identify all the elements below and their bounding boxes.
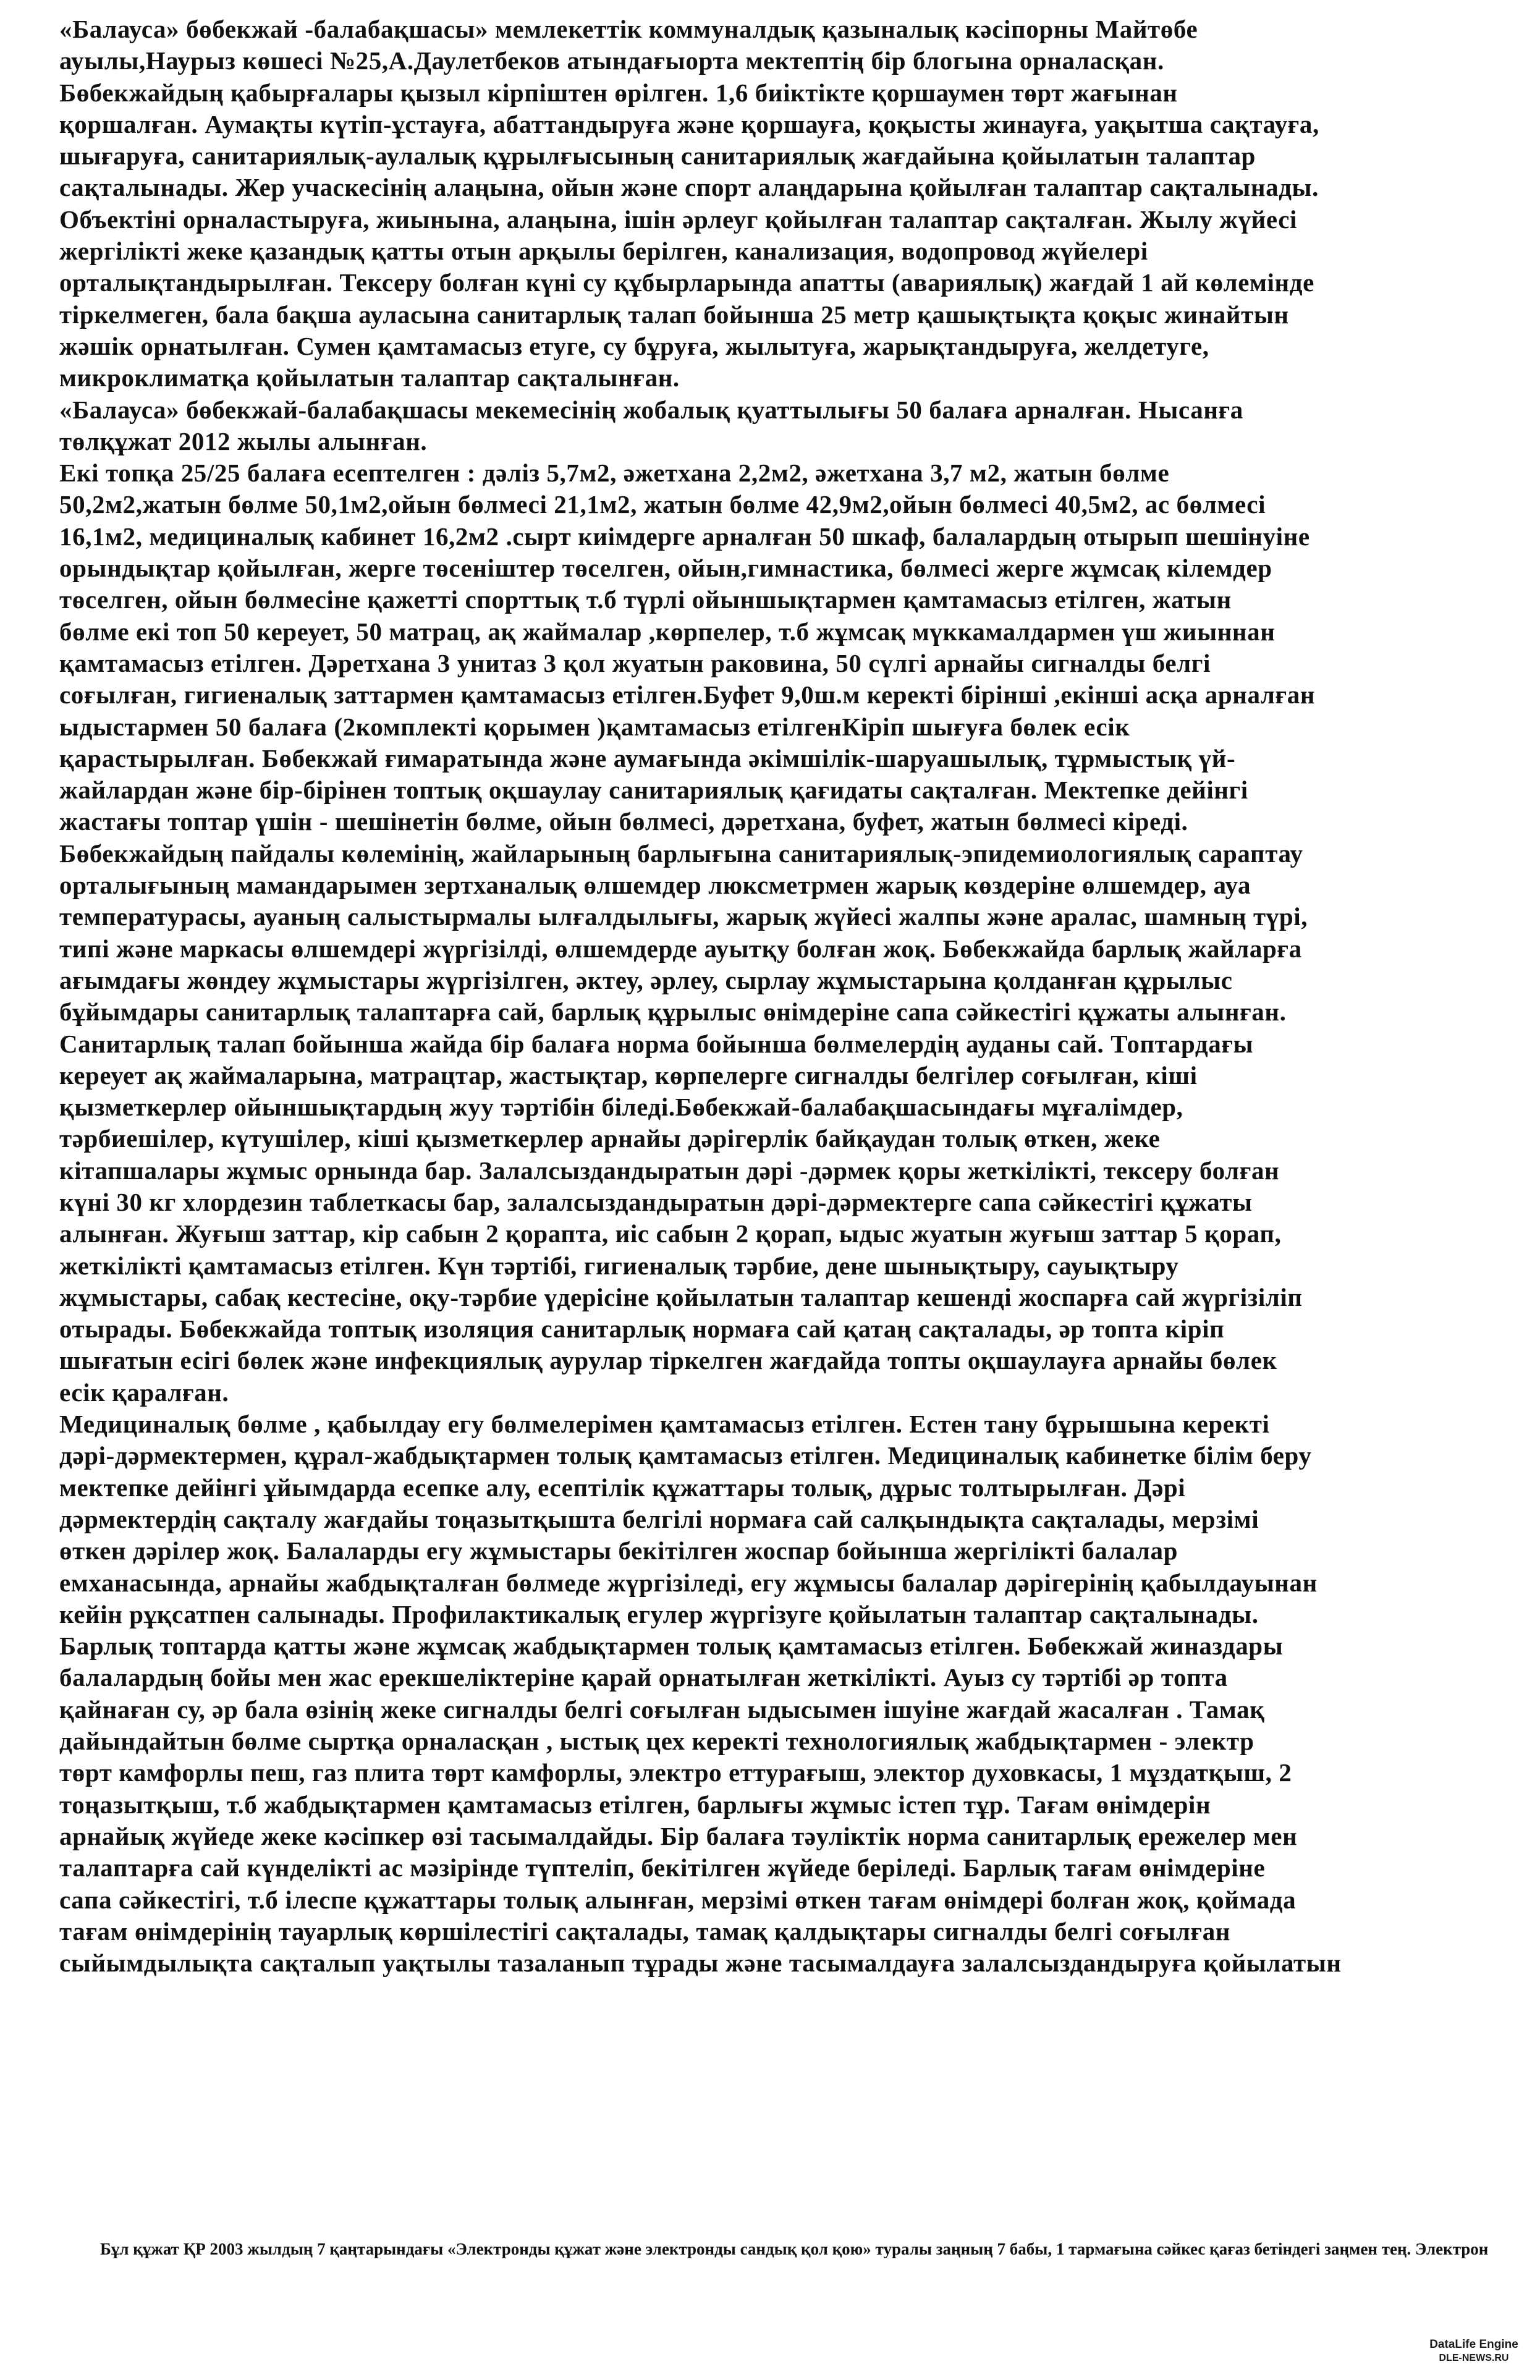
text-line: сыйымдылықта сақталып уақтылы тазаланып тұрады және тасымалдауға залалсыздандыруға қойылатын [59,1949,1342,1978]
text-line: орталықтандырылған. Тексеру болған күні су құбырларында апатты (авариялық) жағдай 1 ай көлемінде [59,268,1314,297]
text-line: кереует ақ жаймаларына, матрацтар, жастықтар, көрпелерге сигналды белгілер соғылған, кіші [59,1061,1198,1090]
text-line: жұмыстары, сабақ кестесіне, оқу-тәрбие үдерісіне қойылатын талаптар кешенді жоспарға сай жүргізіліп [59,1282,1303,1311]
text-line: шығатын есігі бөлек және инфекциялық аурулар тіркелген жағдайда топты оқшаулауға арнайы бөлек [59,1346,1277,1375]
text-line: жастағы топтар үшін - шешінетін бөлме, ойын бөлмесі, дәретхана, буфет, жатын бөлмесі кіреді. [59,807,1188,836]
text-line: жеткілікті қамтамасыз етілген. Күн тәртібі, гигиеналық тәрбие, дене шынықтыру, сауықтыру [59,1251,1179,1280]
text-line: ағымдағы жөндеу жұмыстары жүргізілген, әктеу, әрлеу, сырлау жұмыстарына қолданған құрылыс [59,965,1233,994]
text-line: Медициналық бөлме , қабылдау егу бөлмелерімен қамтамасыз етілген. Естен тану бұрышына керекті [59,1410,1270,1439]
text-line: өткен дәрілер жоқ. Балаларды егу жұмыстары бекітілген жоспар бойынша жергілікті балалар [59,1536,1178,1565]
text-line: мектепке дейінгі ұйымдарда есепке алу, есептілік құжаттары толық, дұрыс толтырылған. Дәрі [59,1473,1186,1502]
text-line: Бөбекжайдың пайдалы көлемінің, жайларының барлығына санитариялық-эпидемиологиялық сараптау [59,839,1303,868]
text-line: қоршалған. Аумақты күтіп-ұстауға, абаттандыруға және қоршауға, қоқысты жинауға, уақытша сақтауға, [59,109,1319,138]
text-line: қамтамасыз етілген. Дәретхана 3 унитаз 3 қол жуатын раковина, 50 сүлгі арнайы сигналды белгі [59,648,1211,677]
text-line: соғылған, гигиеналық заттармен қамтамасыз етілген.Буфет 9,0ш.м керекті бірінші ,екінші асқа арналған [59,680,1316,709]
text-line: Бөбекжайдың қабырғалары қызыл кірпіштен өрілген. 1,6 биіктікте қоршаумен төрт жағынан [59,78,1178,107]
text-line: жәшік орнатылған. Сумен қамтамасыз етуге, су бұруға, жылытуға, жарықтандыруға, желдетуге, [59,331,1209,360]
text-line: сақталынады. Жер учаскесінің алаңына, ойын және спорт алаңдарына қойылған талаптар сақталынады. [59,173,1319,202]
text-line: орталығының мамандарымен зертханалық өлшемдер люксметрмен жарық көздеріне өлшемдер, ауа [59,871,1251,900]
text-line: отырады. Бөбекжайда топтық изоляция санитарлық нормаға сай қатаң сақталады, әр топта кіріп [59,1315,1225,1344]
text-line: тағам өнімдерінің тауарлық көршілестігі сақталады, тамақ қалдықтары сигналды белгі соғылған [59,1916,1231,1946]
text-line: тіркелмеген, бала бақша ауласына санитарлық талап бойынша 25 метр қашықтықта қоқыс жинайтын [59,300,1289,329]
footer-legal-note: Бұл құжат ҚР 2003 жылдың 7 қаңтарындағы «Электронды құжат және электронды сандық қол қою» туралы заңның 7 бабы, 1 тармағына сәйкес қағаз бетіндегі заңмен тең. Электрон [100,2240,1489,2258]
text-line: арнайық жүйеде жеке кәсіпкер өзі тасымалдайды. Бір балаға тәуліктік норма санитарлық ережелер мен [59,1821,1298,1850]
text-line: орындықтар қойылған, жерге төсеніштер төселген, ойын,гимнастика, бөлмесі жерге жұмсақ кілемдер [59,554,1272,583]
text-line: төлқұжат 2012 жылы алынған. [59,426,428,455]
text-line: төрт камфорлы пеш, газ плита төрт камфорлы, электро еттурағыш, электор духовкасы, 1 мұздатқыш, 2 [59,1758,1292,1787]
text-line: кейін рұқсатпен салынады. Профилактикалық егулер жүргізуге қойылатын талаптар сақталынады. [59,1599,1259,1628]
text-line: бөлме екі топ 50 кереует, 50 матрац, ақ жаймалар ,көрпелер, т.б жұмсақ мүккамалдармен үш жиыннан [59,617,1276,646]
text-line: бұйымдары санитарлық талаптарға сай, барлық құрылыс өнімдеріне сапа сәйкестігі құжаты алынған. [59,997,1287,1027]
text-line: 50,2м2,жатын бөлме 50,1м2,ойын бөлмесі 21,1м2, жатын бөлме 42,9м2,ойын бөлмесі 40,5м2, ас бөлмесі [59,490,1266,519]
text-line: тәрбиешілер, күтушілер, кіші қызметкерлер арнайы дәрігерлік байқаудан толық өткен, жеке [59,1124,1161,1153]
text-line: «Балауса» бөбекжай-балабақшасы мекемесінің жобалық қуаттылығы 50 балаға арналған. Нысанға [59,395,1243,424]
text-line: типі және маркасы өлшемдері жүргізілді, өлшемдерде ауытқу болған жоқ. Бөбекжайда барлық жайларға [59,934,1302,963]
text-line: балалардың бойы мен жас ерекшеліктеріне қарай орнатылған жеткілікті. Ауыз су тәртібі әр топта [59,1663,1228,1692]
text-line: Объектіні орналастыруға, жиынына, алаңына, ішін әрлеуг қойылған талаптар сақталған. Жылу жүйесі [59,205,1297,234]
text-line: дәрі-дәрмектермен, құрал-жабдықтармен толық қамтамасыз етілген. Медициналық кабинетке білім беру [59,1441,1312,1470]
text-line: тоңазытқыш, т.б жабдықтармен қамтамасыз етілген, барлығы жұмыс істеп тұр. Тағам өнімдерін [59,1790,1211,1819]
text-line: температурасы, ауаның салыстырмалы ылғалдылығы, жарық жүйесі жалпы және аралас, шамның түрі, [59,902,1308,931]
text-line: кітапшалары жұмыс орнында бар. Залалсыздандыратын дәрі -дәрмек қоры жеткілікті, тексеру болған [59,1156,1280,1185]
text-line: шығаруға, санитариялық-аулалық құрылғысының санитариялық жағдайына қойылатын талаптар [59,142,1256,171]
text-line: жергілікті жеке қазандық қатты отын арқылы берілген, канализация, водопровод жүйелері [59,237,1148,266]
text-line: талаптарға сай күнделікті ас мәзірінде түптеліп, бекітілген жүйеде беріледі. Барлық тағам өнімдеріне [59,1853,1266,1882]
text-line: қарастырылған. Бөбекжай ғимаратында және аумағында әкімшілік-шаруашылық, тұрмыстық үй- [59,743,1236,773]
text-line: дайындайтын бөлме сыртқа орналасқан , ыстық цех керекті технологиялық жабдықтармен - электр [59,1727,1254,1756]
text-line: төселген, ойын бөлмесіне қажетті спорттық т.б түрлі ойыншықтармен қамтамасыз етілген, жатын [59,585,1232,614]
logo-title: DataLife Engine [1429,2338,1518,2351]
logo-site: DLE-NEWS.RU [1439,2353,1509,2363]
datalife-engine-logo [1415,2338,1533,2365]
text-line: Санитарлық талап бойынша жайда бір балаға норма бойынша бөлмелердің ауданы сай. Топтардағы [59,1029,1254,1058]
text-line: ауылы,Наурыз көшесі №25,А.Даулетбеков атындағыорта мектептің бір блогына орналасқан. [59,46,1164,75]
text-line: ыдыстармен 50 балаға (2комплекті қорымен )қамтамасыз етілгенКіріп шығуға бөлек есік [59,712,1130,741]
text-line: күні 30 кг хлордезин таблеткасы бар, залалсыздандыратын дәрі-дәрмектерге сапа сәйкестігі құжаты [59,1187,1253,1216]
text-line: алынған. Жуғыш заттар, кір сабын 2 қорапта, иіс сабын 2 қорап, ыдыс жуатын жуғыш заттар 5 қорап, [59,1219,1282,1248]
text-line: «Балауса» бөбекжай -балабақшасы» мемлекеттік коммуналдық қазыналық кәсіпорны Майтөбе [59,15,1198,43]
text-line: есік қаралған. [59,1378,229,1407]
text-line: қызметкерлер ойыншықтардың жуу тәртібін біледі.Бөбекжай-балабақшасындағы мұғалімдер, [59,1093,1183,1122]
text-line: Екі топқа 25/25 балаға есептелген : дәліз 5,7м2, әжетхана 2,2м2, әжетхана 3,7 м2, жатын бөлме [59,459,1170,488]
text-line: Барлық топтарда қатты және жұмсақ жабдықтармен толық қамтамасыз етілген. Бөбекжай жиназдары [59,1632,1284,1661]
text-line: 16,1м2, медициналық кабинет 16,2м2 .сырт киімдерге арналған 50 шкаф, балалардың отырып шешінуіне [59,522,1310,551]
text-line: емханасында, арнайы жабдықталған бөлмеде жүргізіледі, егу жұмысы балалар дәрігерінің қабылдауынан [59,1568,1318,1597]
document-body [59,14,1499,1979]
text-line: қайнаған су, әр бала өзінің жеке сигналды белгі соғылған ыдысымен ішуіне жағдай жасалған . Тамақ [59,1695,1265,1724]
text-line: жайлардан және бір-бірінен топтық оқшаулау санитариялық қағидаты сақталған. Мектепке дейінгі [59,776,1248,805]
text-line: дәрмектердің сақталу жағдайы тоңазытқышта белгілі нормаға сай салқындықта сақталады, мерзімі [59,1504,1259,1533]
text-line: сапа сәйкестігі, т.б ілеспе құжаттары толық алынған, мерзімі өткен тағам өнімдері болған жоқ, қоймада [59,1885,1297,1914]
text-line: микроклиматқа қойылатын талаптар сақталынған. [59,363,680,392]
